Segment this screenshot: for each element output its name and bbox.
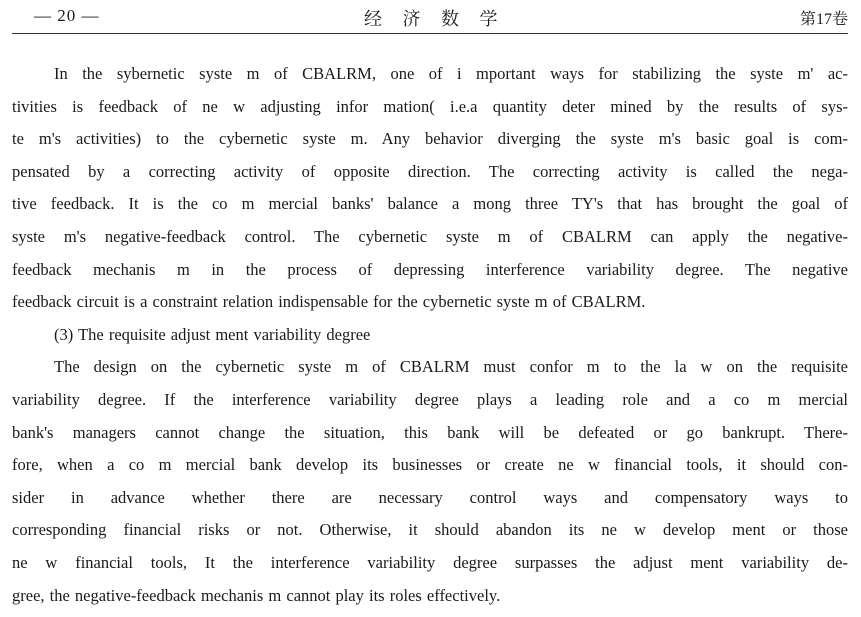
section-subheading: (3) The requisite adjust ment variability degree	[12, 324, 848, 357]
header-divider	[12, 33, 848, 34]
text-line: sider in advance whether there are necessary control ways and compensatory ways to	[12, 487, 848, 520]
running-header	[12, 4, 848, 30]
text-line: pensated by a correcting activity of opposite direction. The correcting activity is called the nega-	[12, 161, 848, 194]
text-line: feedback circuit is a constraint relation indispensable for the cybernetic syste m of CBALRM.	[12, 291, 848, 324]
volume-label: 第17卷	[800, 6, 848, 29]
text-line: syste m's negative-feedback control. The cybernetic syste m of CBALRM can apply the negative-	[12, 226, 848, 259]
article-body	[12, 63, 848, 617]
text-line: feedback mechanis m in the process of depressing interference variability degree. The negative	[12, 259, 848, 292]
page-number: — 20 —	[34, 6, 100, 26]
text-line: te m's activities) to the cybernetic syste m. Any behavior diverging the syste m's basic goal is com-	[12, 128, 848, 161]
text-line: tivities is feedback of ne w adjusting infor mation( i.e.a quantity deter mined by the results of sys-	[12, 96, 848, 129]
journal-title: 经 济 数 学	[364, 5, 499, 31]
text-line: bank's managers cannot change the situation, this bank will be defeated or go bankrupt. There-	[12, 422, 848, 455]
text-line: In the sybernetic syste m of CBALRM, one of i mportant ways for stabilizing the syste m' ac-	[12, 63, 848, 96]
text-line: fore, when a co m mercial bank develop its businesses or create ne w financial tools, it should con-	[12, 454, 848, 487]
text-line: tive feedback. It is the co m mercial banks' balance a mong three TY's that has brought the goal of	[12, 193, 848, 226]
text-line: variability degree. If the interference variability degree plays a leading role and a co m mercial	[12, 389, 848, 422]
text-line: corresponding financial risks or not. Otherwise, it should abandon its ne w develop ment or those	[12, 519, 848, 552]
text-line: ne w financial tools, It the interference variability degree surpasses the adjust ment variability de-	[12, 552, 848, 585]
text-line: gree, the negative-feedback mechanis m cannot play its roles effectively.	[12, 585, 848, 617]
text-line: The design on the cybernetic syste m of CBALRM must confor m to the la w on the requisite	[12, 356, 848, 389]
